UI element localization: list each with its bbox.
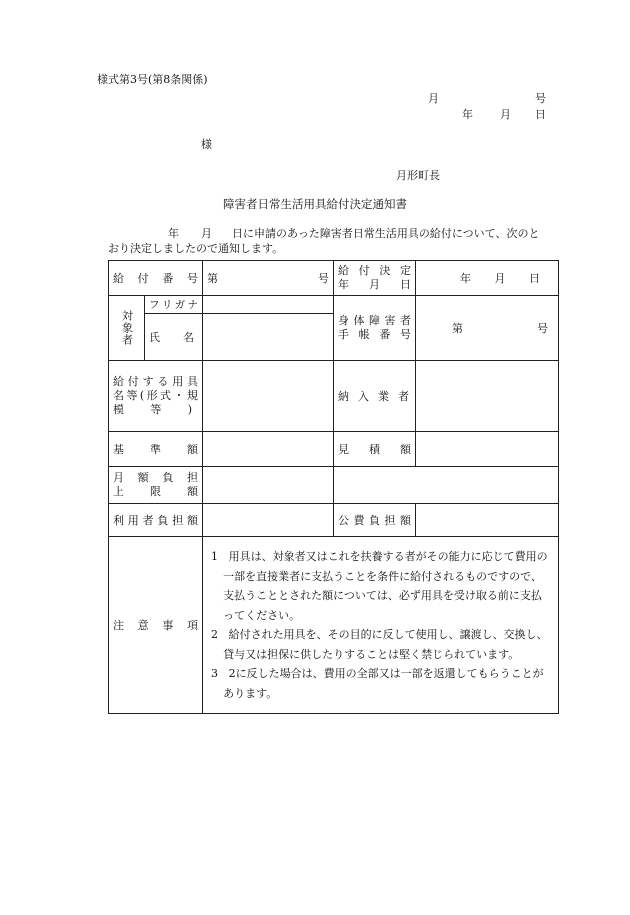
payment-number-suffix: 号 <box>318 272 329 285</box>
intro-line-1 <box>108 226 568 241</box>
public-burden-label-cell: 公 費 負 担 額 <box>334 504 416 537</box>
handbook-label-cell: 身 体 障 害 者 手 帳 番 号 <box>334 296 416 361</box>
monthly-cap-value-cell[interactable] <box>203 467 334 504</box>
decision-date-day: 日 <box>529 272 540 285</box>
addressee-suffix: 様 <box>201 138 212 151</box>
name-value-cell[interactable] <box>203 314 334 361</box>
payment-number-label: 給 付 番 号 <box>113 272 198 285</box>
estimate-value-cell[interactable] <box>416 432 559 467</box>
target-person-label-cell <box>109 296 145 361</box>
date-month: 月 <box>500 108 511 121</box>
user-burden-value-cell[interactable] <box>203 504 334 537</box>
intro-paragraph <box>108 226 568 256</box>
notes-cell <box>203 537 559 714</box>
name-label-cell: 氏 名 <box>145 314 203 361</box>
payment-number-prefix: 第 <box>207 272 218 285</box>
target-person-label: 対象者 <box>120 310 134 346</box>
issuer-name: 月形町長 <box>396 169 440 182</box>
number-suffix: 号 <box>535 92 546 105</box>
decision-form-table <box>108 260 559 714</box>
decision-date-year: 年 <box>460 272 471 285</box>
handbook-prefix: 第 <box>452 322 463 335</box>
furigana-value-cell[interactable] <box>203 296 334 314</box>
base-amount-value-cell[interactable] <box>203 432 334 467</box>
intro-month: 月 <box>201 227 212 240</box>
decision-date-value-cell[interactable] <box>416 261 559 296</box>
payment-number-label-cell <box>109 261 203 296</box>
handbook-value-cell[interactable] <box>416 296 559 361</box>
supplier-value-cell[interactable] <box>416 361 559 432</box>
decision-date-label-cell: 給 付 決 定 年 月 日 <box>334 261 416 296</box>
furigana-label-cell: フ リ ガ ナ <box>145 296 203 314</box>
monthly-cap-label-cell: 月 額 負 担 上 限 額 <box>109 467 203 504</box>
notes-label-cell: 注 意 事 項 <box>109 537 203 714</box>
date-year: 年 <box>462 108 473 121</box>
form-number-label: 様式第3号(第8条関係) <box>97 73 208 86</box>
equipment-value-cell[interactable] <box>203 361 334 432</box>
user-burden-label-cell: 利 用 者 負 担 額 <box>109 504 203 537</box>
decision-date-month: 月 <box>494 272 506 285</box>
estimate-label-cell: 見 積 額 <box>334 432 416 467</box>
number-month: 月 <box>428 92 439 105</box>
public-burden-value-cell[interactable] <box>416 504 559 537</box>
note-item-3: 3 2に反した場合は、費用の全部又は一部を返還してもらうことがあります。 <box>211 667 544 700</box>
monthly-cap-blank-cell <box>334 467 559 504</box>
document-title: 障害者日常生活用具給付決定通知書 <box>223 197 407 211</box>
supplier-label-cell: 納 入 業 者 <box>334 361 416 432</box>
payment-number-value-cell[interactable] <box>203 261 334 296</box>
intro-year: 年 <box>168 227 179 240</box>
note-item-1: 1 用具は、対象者又はこれを扶養する者がその能力に応じて費用の一部を直接業者に支払うことを条件に給付されるものですので、支払うこととされた額については、必ず用具を受け取る前に支払ってください。 <box>211 550 548 622</box>
handbook-suffix: 号 <box>537 322 548 335</box>
base-amount-label-cell: 基 準 額 <box>109 432 203 467</box>
date-day: 日 <box>535 108 546 121</box>
equipment-label-cell: 給 付 す る 用 具 名 等 ( 形 式 ・ 規 模 等 ) <box>109 361 203 432</box>
note-item-2: 2 給付された用具を、その目的に反して使用し、譲渡し、交換し、貸与又は担保に供したりすることは堅く禁じられています。 <box>211 628 548 661</box>
intro-line-2: おり決定しましたので通知します。 <box>108 242 284 255</box>
intro-line1-rest: 日に申請のあった障害者日常生活用具の給付について、次のと <box>232 227 540 240</box>
